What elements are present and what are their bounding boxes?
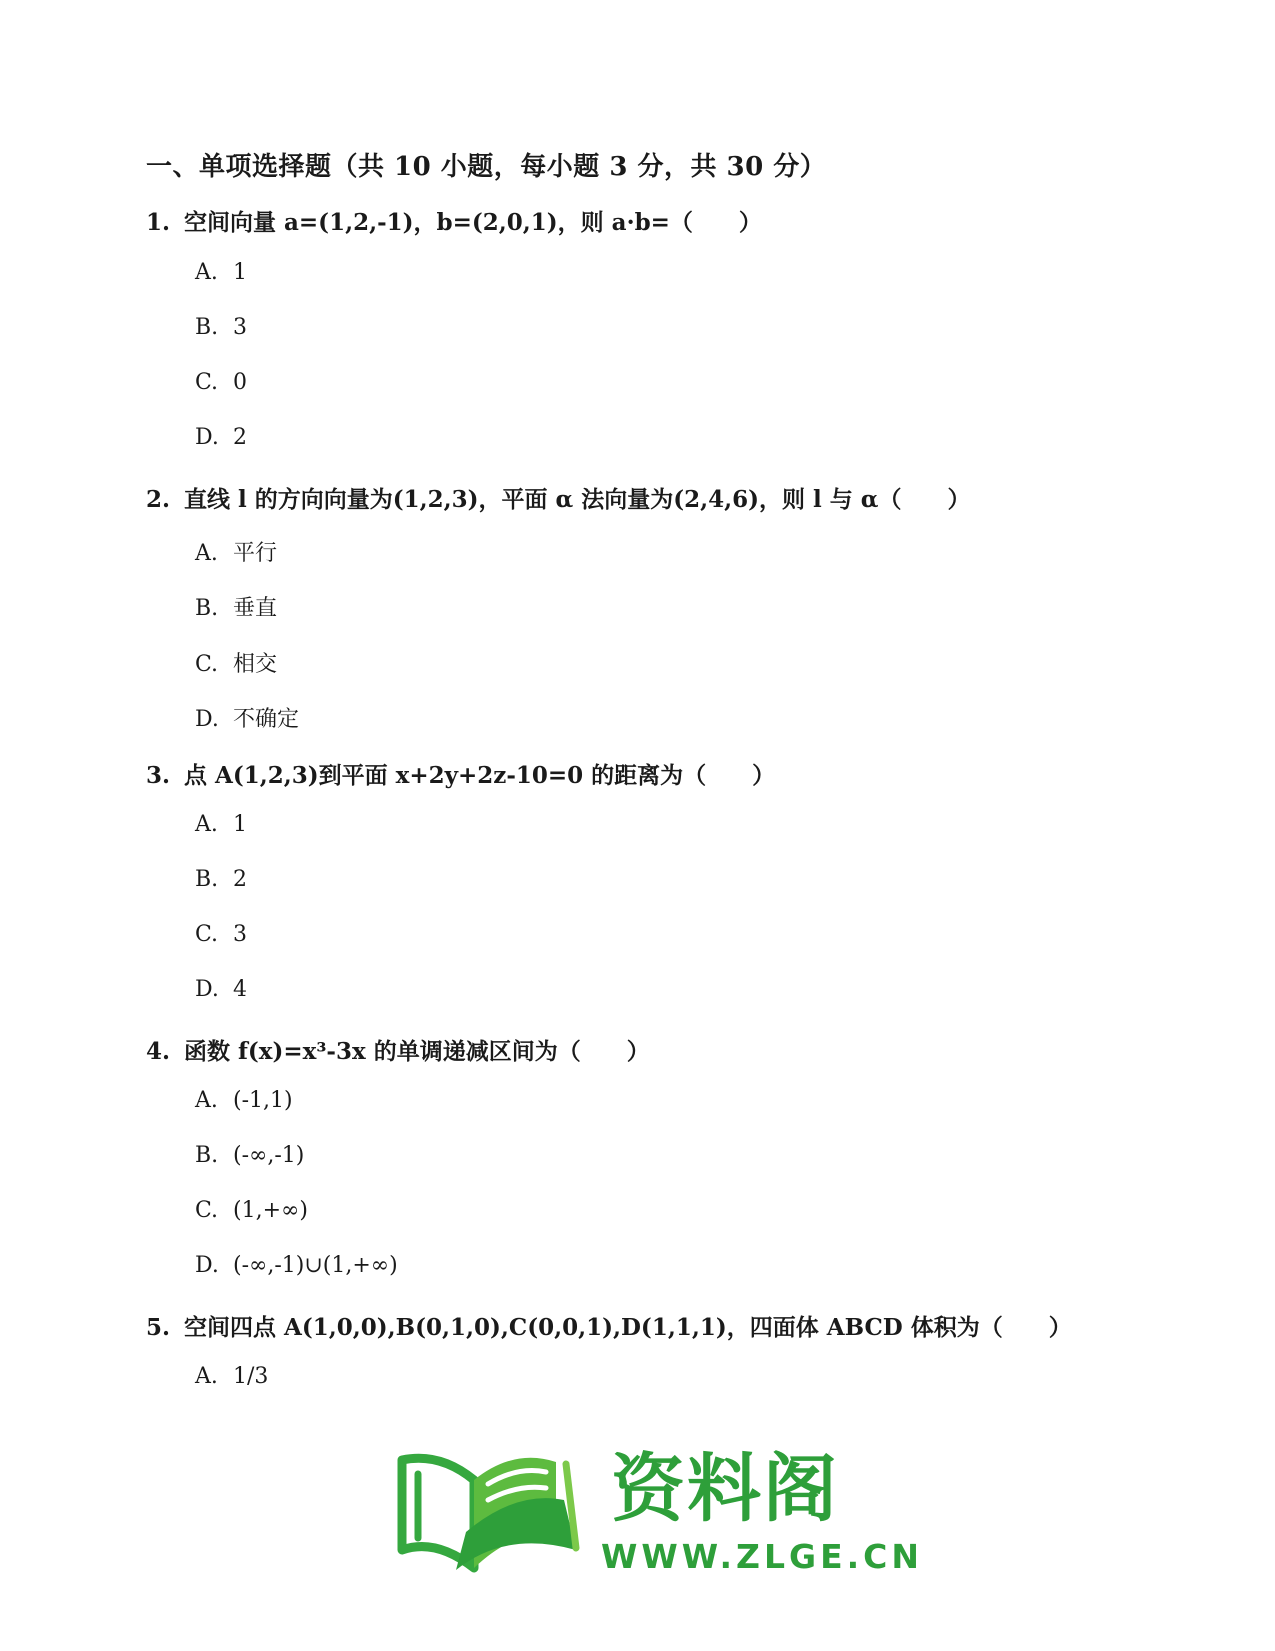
option-label: C.: [195, 652, 219, 677]
book-logo-icon: [396, 1440, 596, 1580]
option-text: 平行: [233, 541, 278, 566]
question-number: 5.: [146, 1314, 171, 1341]
option-1b: [195, 315, 247, 340]
option-4a: [195, 1088, 293, 1113]
option-text: (1,+∞): [233, 1198, 308, 1223]
option-text: 1: [233, 812, 247, 837]
option-3d: [195, 977, 247, 1002]
option-text: 3: [233, 315, 247, 340]
option-text: 2: [233, 867, 247, 892]
option-5a: [195, 1364, 268, 1389]
option-label: B.: [195, 596, 219, 621]
question-number: 2.: [146, 486, 171, 513]
watermark-brand: 资料阁: [611, 1446, 839, 1532]
option-text: 3: [233, 922, 247, 947]
option-4b: [195, 1143, 304, 1168]
watermark-url: WWW.ZLGE.CN: [601, 1537, 924, 1576]
watermark: [396, 1440, 924, 1580]
option-label: A.: [195, 1088, 218, 1113]
option-text: 0: [233, 370, 247, 395]
option-2d: [195, 702, 299, 733]
option-4c: [195, 1198, 308, 1223]
option-label: D.: [195, 425, 219, 450]
question-text: 直线 l 的方向向量为(1,2,3)，平面 α 法向量为(2,4,6)，则 l 与 α（ ）: [184, 486, 971, 513]
option-2a: [195, 536, 277, 567]
option-text: 不确定: [233, 707, 300, 732]
option-label: C.: [195, 922, 219, 947]
option-3b: [195, 867, 247, 892]
question-2: [146, 481, 971, 514]
option-label: B.: [195, 1143, 219, 1168]
option-text: 1/3: [233, 1364, 269, 1389]
question-text: 空间四点 A(1,0,0),B(0,1,0),C(0,0,1),D(1,1,1)，四面体 ABCD 体积为（ ）: [184, 1314, 1072, 1341]
option-4d: [195, 1253, 398, 1278]
question-3: [146, 757, 775, 790]
option-label: A.: [195, 812, 218, 837]
option-text: 2: [233, 425, 247, 450]
option-3a: [195, 812, 247, 837]
question-number: 3.: [146, 762, 171, 789]
option-label: C.: [195, 370, 219, 395]
option-label: D.: [195, 1253, 219, 1278]
option-text: (-∞,-1): [233, 1143, 305, 1168]
option-label: B.: [195, 315, 219, 340]
question-1: [146, 204, 762, 237]
option-2b: [195, 591, 277, 622]
option-label: C.: [195, 1198, 219, 1223]
question-number: 1.: [146, 209, 171, 236]
question-4: [146, 1033, 650, 1066]
option-1a: [195, 260, 247, 285]
question-text: 函数 f(x)=x³-3x 的单调递减区间为（ ）: [184, 1038, 650, 1065]
question-text: 点 A(1,2,3)到平面 x+2y+2z-10=0 的距离为（ ）: [184, 762, 776, 789]
option-text: (-∞,-1)∪(1,+∞): [233, 1253, 398, 1278]
option-text: 相交: [233, 652, 278, 677]
question-number: 4.: [146, 1038, 171, 1065]
option-label: D.: [195, 977, 219, 1002]
option-text: 4: [233, 977, 247, 1002]
option-text: 1: [233, 260, 247, 285]
option-3c: [195, 922, 247, 947]
question-text: 空间向量 a=(1,2,-1)，b=(2,0,1)，则 a·b=（ ）: [184, 209, 762, 236]
option-1d: [195, 425, 247, 450]
option-1c: [195, 370, 247, 395]
option-label: A.: [195, 541, 218, 566]
option-label: B.: [195, 867, 219, 892]
option-label: A.: [195, 1364, 218, 1389]
option-text: 垂直: [233, 596, 278, 621]
option-label: D.: [195, 707, 219, 732]
option-2c: [195, 647, 277, 678]
question-5: [146, 1309, 1072, 1342]
section-title: 一、单项选择题（共 10 小题，每小题 3 分，共 30 分）: [146, 152, 827, 182]
option-label: A.: [195, 260, 218, 285]
option-text: (-1,1): [233, 1088, 293, 1113]
